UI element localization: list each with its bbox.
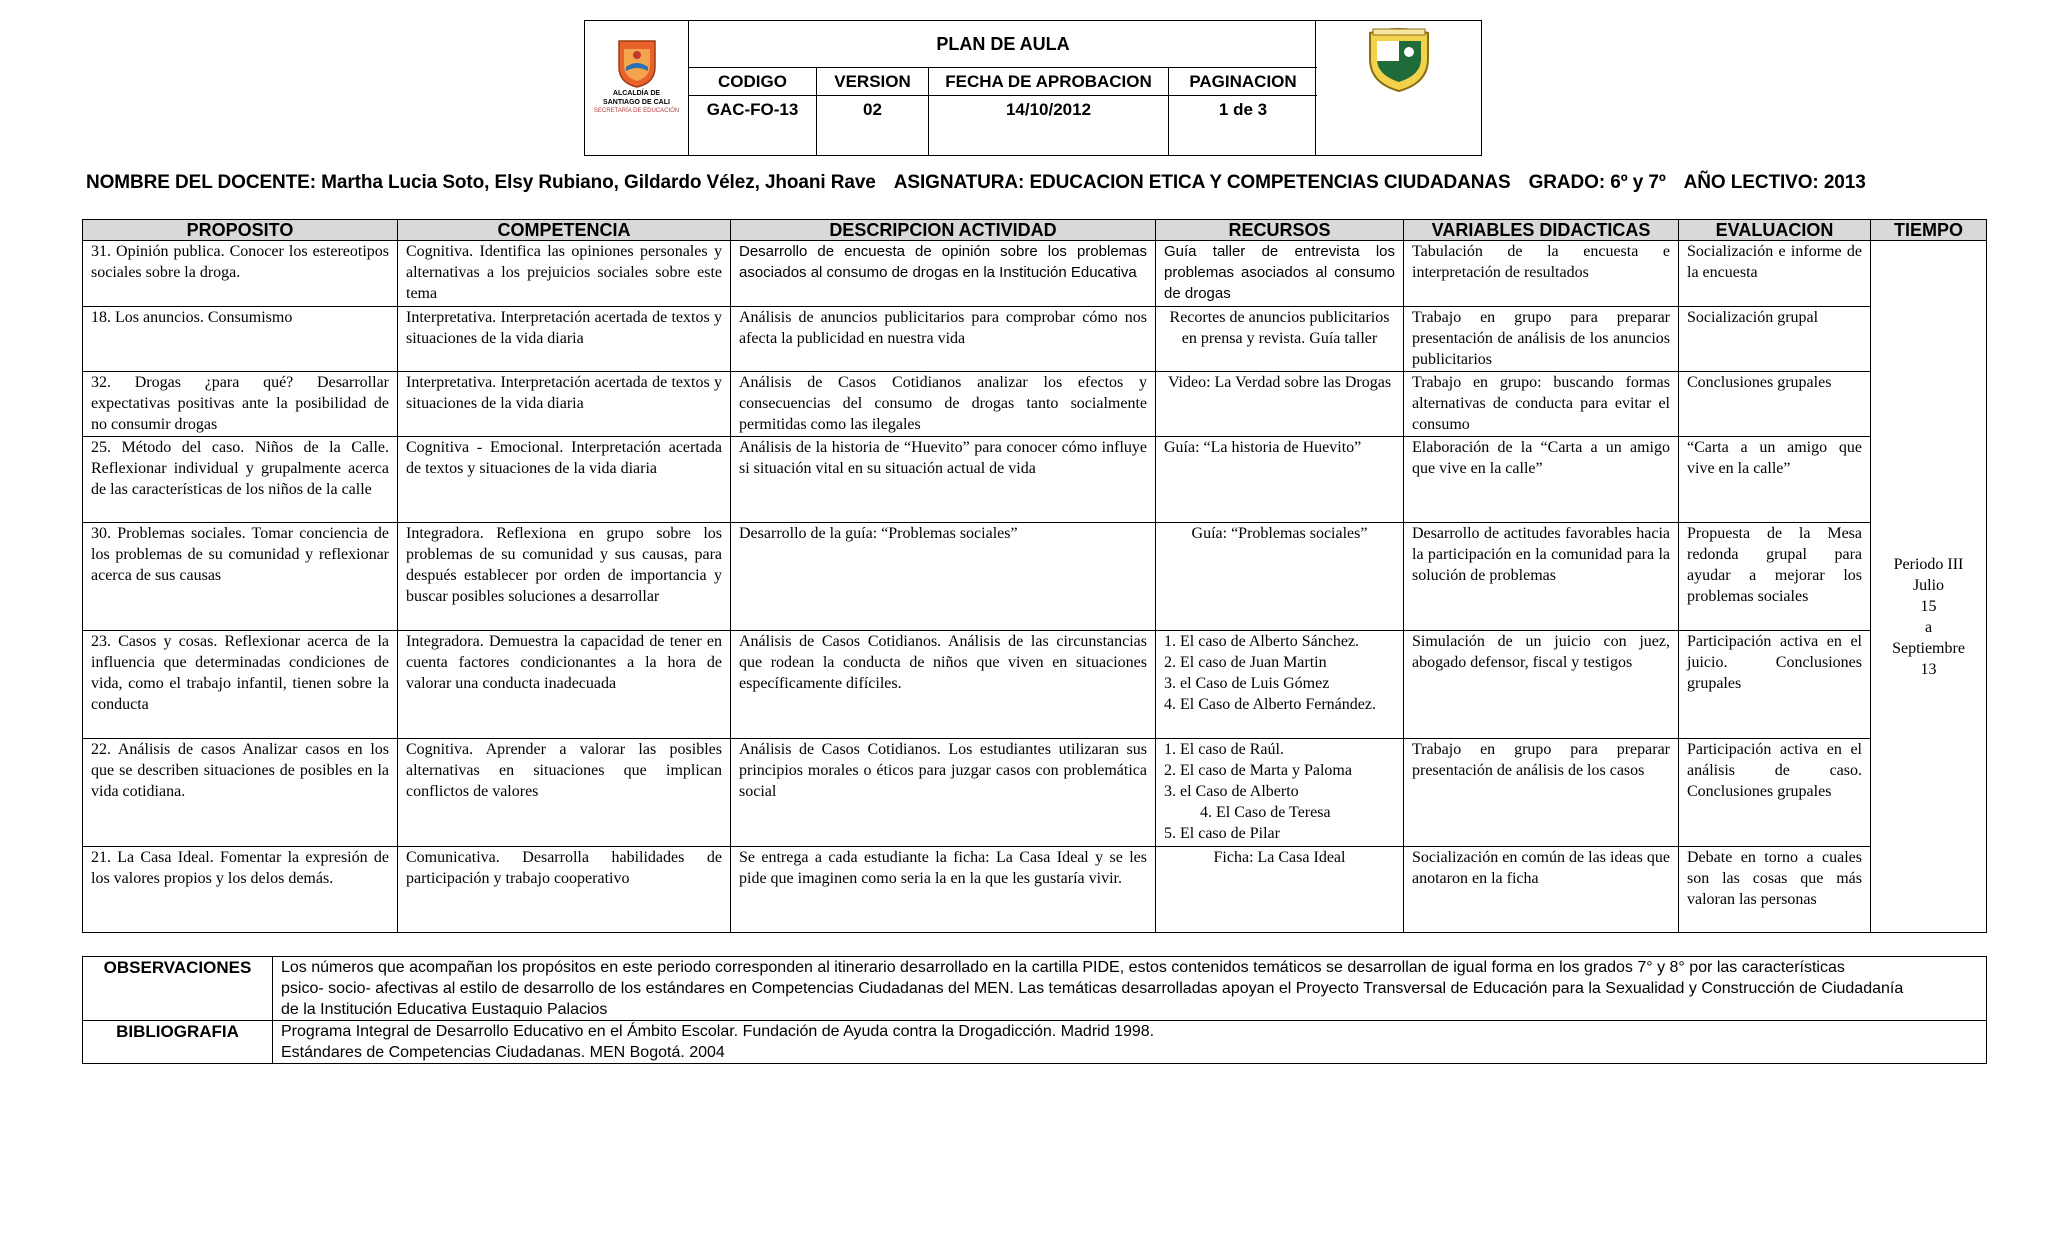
evaluacion-cell: Socialización grupal bbox=[1679, 307, 1871, 372]
logo-line-3: SECRETARÍA DE EDUCACIÓN bbox=[593, 108, 680, 114]
tiempo-line: 13 bbox=[1920, 660, 1937, 678]
recursos-cell: Guía: “Problemas sociales” bbox=[1156, 523, 1404, 631]
evaluacion-cell: Participación activa en el análisis de caso. Conclusiones grupales bbox=[1679, 739, 1871, 847]
evaluacion-cell: Socialización e informe de la encuesta bbox=[1679, 241, 1871, 307]
ano-lectivo: AÑO LECTIVO: 2013 bbox=[1683, 172, 1866, 193]
variables-cell: Simulación de un juicio con juez, abogado defensor, fiscal y testigos bbox=[1404, 631, 1679, 739]
proposito-cell: 21. La Casa Ideal. Fomentar la expresión de los valores propios y los delos demás. bbox=[83, 847, 398, 933]
table-row bbox=[83, 739, 1987, 847]
descripcion-cell: Se entrega a cada estudiante la ficha: La Casa Ideal y se les pide que imaginen como seria la en la que les gustaría vivir. bbox=[731, 847, 1156, 933]
competencia-cell: Cognitiva - Emocional. Interpretación acertada de textos y situaciones de la vida diaria bbox=[398, 437, 731, 523]
bibliografia-label: BIBLIOGRAFIA bbox=[83, 1021, 273, 1064]
docente-name: NOMBRE DEL DOCENTE: Martha Lucia Soto, Elsy Rubiano, Gildardo Vélez, Jhoani Rave bbox=[86, 172, 876, 193]
recursos-cell: Guía: “La historia de Huevito” bbox=[1156, 437, 1404, 523]
competencia-cell: Integradora. Demuestra la capacidad de tener en cuenta factores condicionantes a la hora de valorar una conducta inadecuada bbox=[398, 631, 731, 739]
table-row bbox=[83, 307, 1987, 372]
tiempo-line: a bbox=[1924, 618, 1933, 636]
proposito-cell: 18. Los anuncios. Consumismo bbox=[83, 307, 398, 372]
proposito-cell: 31. Opinión publica. Conocer los estereotipos sociales sobre la droga. bbox=[83, 241, 398, 307]
descripcion-cell: Análisis de Casos Cotidianos. Los estudiantes utilizaran sus principios morales o éticos para juzgar casos con problemática social bbox=[731, 739, 1156, 847]
descripcion-cell: Análisis de Casos Cotidianos analizar los efectos y consecuencias del consumo de drogas tanto socialmente permitidas como las ilegales bbox=[731, 372, 1156, 437]
competencia-cell: Integradora. Reflexiona en grupo sobre los problemas de su comunidad y sus causas, para después establecer por orden de importancia y buscar posibles soluciones a desarrollar bbox=[398, 523, 731, 631]
asignatura: ASIGNATURA: EDUCACION ETICA Y COMPETENCIAS CIUDADANAS bbox=[893, 172, 1511, 193]
competencia-cell: Cognitiva. Identifica las opiniones personales y alternativas a los prejuicios sociales sobre este tema bbox=[398, 241, 731, 307]
variables-cell: Trabajo en grupo para preparar presentación de análisis de los anuncios publicitarios bbox=[1404, 307, 1679, 372]
variables-cell: Trabajo en grupo: buscando formas alternativas de conducta para evitar el consumo bbox=[1404, 372, 1679, 437]
docente-line bbox=[86, 172, 1884, 194]
descripcion-cell: Análisis de Casos Cotidianos. Análisis de las circunstancias que rodean la conducta de niños que viven en situaciones específicamente difíciles. bbox=[731, 631, 1156, 739]
proposito-cell: 23. Casos y cosas. Reflexionar acerca de la influencia que determinadas condiciones de vida, como el trabajo infantil, tienen sobre la conducta bbox=[83, 631, 398, 739]
recurso-item: 2. El caso de Juan Martin bbox=[1164, 654, 1327, 671]
recurso-item: 4. El Caso de Teresa bbox=[1200, 804, 1331, 821]
competencia-cell: Interpretativa. Interpretación acertada de textos y situaciones de la vida diaria bbox=[398, 372, 731, 437]
observaciones-row bbox=[83, 957, 1987, 1021]
bibliografia-row bbox=[83, 1021, 1987, 1064]
observaciones-label: OBSERVACIONES bbox=[83, 957, 273, 1021]
recurso-item: 1. El caso de Alberto Sánchez. bbox=[1164, 633, 1360, 650]
tiempo-line: Septiembre bbox=[1892, 639, 1965, 657]
evaluacion-cell: Participación activa en el juicio. Conclusiones grupales bbox=[1679, 631, 1871, 739]
proposito-cell: 32. Drogas ¿para qué? Desarrollar expectativas positivas ante la posibilidad de no consumir drogas bbox=[83, 372, 398, 437]
header-grid bbox=[689, 68, 1317, 155]
col-header-tiempo: TIEMPO bbox=[1871, 220, 1987, 241]
table-row bbox=[83, 631, 1987, 739]
paginacion-label: PAGINACION bbox=[1169, 68, 1317, 96]
variables-cell: Tabulación de la encuesta e interpretación de resultados bbox=[1404, 241, 1679, 307]
proposito-cell: 30. Problemas sociales. Tomar conciencia de los problemas de su comunidad y reflexionar acerca de sus causas bbox=[83, 523, 398, 631]
recurso-item: 4. El Caso de Alberto Fernández. bbox=[1164, 696, 1376, 713]
recursos-cell: Video: La Verdad sobre las Drogas bbox=[1156, 372, 1404, 437]
table-row bbox=[83, 437, 1987, 523]
alcaldia-shield-icon bbox=[616, 37, 658, 89]
table-row bbox=[83, 241, 1987, 307]
codigo-value: GAC-FO-13 bbox=[689, 96, 817, 155]
tiempo-line: 15 bbox=[1920, 597, 1937, 615]
paginacion-value: 1 de 3 bbox=[1218, 100, 1268, 119]
logo-line-1: ALCALDÍA DE bbox=[612, 90, 661, 97]
document-header bbox=[584, 20, 1482, 156]
col-header-competencia: COMPETENCIA bbox=[398, 220, 731, 241]
recurso-item: 1. El caso de Raúl. bbox=[1164, 741, 1284, 758]
page-title: PLAN DE AULA bbox=[689, 21, 1317, 68]
competencia-cell: Interpretativa. Interpretación acertada de textos y situaciones de la vida diaria bbox=[398, 307, 731, 372]
version-label: VERSION bbox=[817, 68, 929, 96]
evaluacion-cell: Debate en torno a cuales son las cosas que más valoran las personas bbox=[1679, 847, 1871, 933]
recurso-item: 3. el Caso de Luis Gómez bbox=[1164, 675, 1330, 692]
recursos-cell: Ficha: La Casa Ideal bbox=[1156, 847, 1404, 933]
col-header-recursos: RECURSOS bbox=[1156, 220, 1404, 241]
header-info bbox=[689, 21, 1317, 155]
observaciones-text bbox=[273, 957, 1987, 1021]
col-header-proposito: PROPOSITO bbox=[83, 220, 398, 241]
tiempo-line: Julio bbox=[1912, 576, 1945, 594]
variables-cell: Desarrollo de actitudes favorables hacia la participación en la comunidad para la solución de problemas bbox=[1404, 523, 1679, 631]
recurso-item: 3. el Caso de Alberto bbox=[1164, 783, 1299, 800]
proposito-cell: 25. Método del caso. Niños de la Calle. Reflexionar individual y grupalmente acerca de las características de los niños de la calle bbox=[83, 437, 398, 523]
observaciones-line: Los números que acompañan los propósitos en este periodo corresponden al itinerario desarrollado en la cartilla PIDE, estos contenidos temáticos se desarrollan de igual forma en los grados 7° y 8° por las características bbox=[281, 959, 1845, 976]
table-row bbox=[83, 372, 1987, 437]
descripcion-cell: Desarrollo de la guía: “Problemas sociales” bbox=[731, 523, 1156, 631]
proposito-cell: 22. Análisis de casos Analizar casos en los que se describen situaciones de posibles en la vida cotidiana. bbox=[83, 739, 398, 847]
codigo-label: CODIGO bbox=[689, 68, 817, 96]
observaciones-table bbox=[82, 956, 1987, 1064]
school-crest-icon bbox=[1364, 25, 1434, 95]
tiempo-line: Periodo III bbox=[1893, 555, 1964, 573]
col-header-descripcion: DESCRIPCION ACTIVIDAD bbox=[731, 220, 1156, 241]
fecha-label: FECHA DE APROBACION bbox=[929, 68, 1169, 96]
col-header-evaluacion: EVALUACION bbox=[1679, 220, 1871, 241]
variables-cell: Elaboración de la “Carta a un amigo que vive en la calle” bbox=[1404, 437, 1679, 523]
recurso-item: 2. El caso de Marta y Paloma bbox=[1164, 762, 1352, 779]
recursos-cell: Guía taller de entrevista los problemas asociados al consumo de drogas bbox=[1156, 241, 1404, 307]
recursos-cell: Recortes de anuncios publicitarios en prensa y revista. Guía taller bbox=[1156, 307, 1404, 372]
observaciones-line: de la Institución Educativa Eustaquio Palacios bbox=[281, 1001, 608, 1018]
evaluacion-cell: Propuesta de la Mesa redonda grupal para ayudar a mejorar los problemas sociales bbox=[1679, 523, 1871, 631]
variables-cell: Socialización en común de las ideas que anotaron en la ficha bbox=[1404, 847, 1679, 933]
table-row bbox=[83, 847, 1987, 933]
school-crest bbox=[1315, 21, 1481, 155]
bibliografia-line: Estándares de Competencias Ciudadanas. MEN Bogotá. 2004 bbox=[281, 1044, 725, 1061]
descripcion-cell: Análisis de anuncios publicitarios para comprobar cómo nos afecta la publicidad en nuestra vida bbox=[731, 307, 1156, 372]
grado: GRADO: 6º y 7º bbox=[1528, 172, 1666, 193]
col-header-variables: VARIABLES DIDACTICAS bbox=[1404, 220, 1679, 241]
recursos-cell bbox=[1156, 631, 1404, 739]
observaciones-line: psico- socio- afectivas al estilo de desarrollo de los estándares en Competencias Ciudadanas del MEN. Las temáticas desarrolladas apoyan el Proyecto Transversal de Educación para la Sexualidad y Construcción de Ciudadanía bbox=[281, 980, 1904, 997]
bibliografia-text bbox=[273, 1021, 1987, 1064]
evaluacion-cell: Conclusiones grupales bbox=[1679, 372, 1871, 437]
alcaldia-logo bbox=[585, 21, 689, 155]
bibliografia-line: Programa Integral de Desarrollo Educativo en el Ámbito Escolar. Fundación de Ayuda contra la Drogadicción. Madrid 1998. bbox=[281, 1023, 1155, 1040]
evaluacion-cell: “Carta a un amigo que vive en la calle” bbox=[1679, 437, 1871, 523]
fecha-value: 14/10/2012 bbox=[929, 96, 1169, 155]
table-header-row bbox=[83, 220, 1987, 241]
recursos-cell bbox=[1156, 739, 1404, 847]
variables-cell: Trabajo en grupo para preparar presentación de análisis de los casos bbox=[1404, 739, 1679, 847]
descripcion-cell: Desarrollo de encuesta de opinión sobre los problemas asociados al consumo de drogas en la Institución Educativa bbox=[731, 241, 1156, 307]
descripcion-cell: Análisis de la historia de “Huevito” para conocer cómo influye si situación vital en su situación actual de vida bbox=[731, 437, 1156, 523]
competencia-cell: Cognitiva. Aprender a valorar las posibles alternativas en situaciones que implican conflictos de valores bbox=[398, 739, 731, 847]
table-row bbox=[83, 523, 1987, 631]
competencia-cell: Comunicativa. Desarrolla habilidades de participación y trabajo cooperativo bbox=[398, 847, 731, 933]
recurso-item: 5. El caso de Pilar bbox=[1164, 825, 1280, 842]
plan-table bbox=[82, 219, 1987, 933]
version-value: 02 bbox=[817, 96, 929, 155]
logo-line-2: SANTIAGO DE CALI bbox=[603, 99, 670, 106]
tiempo-cell bbox=[1871, 241, 1987, 933]
